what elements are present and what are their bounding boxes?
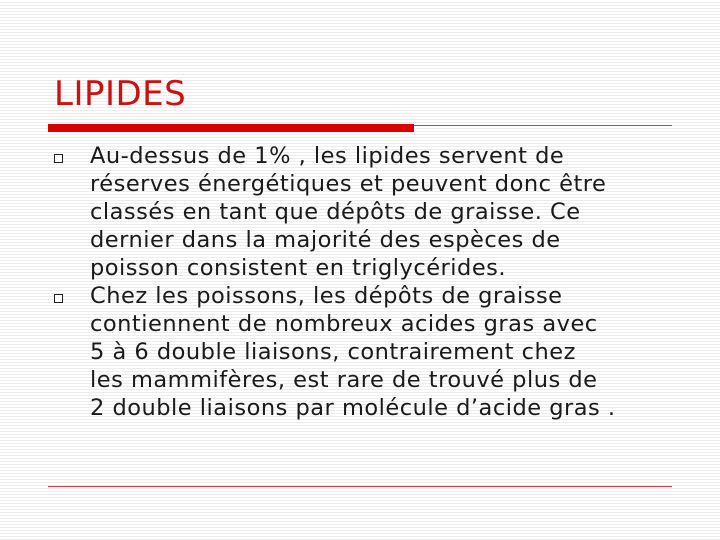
hollow-square-bullet-icon xyxy=(54,294,63,303)
title-underline-thin xyxy=(414,125,672,126)
slide-title: LIPIDES xyxy=(54,74,187,114)
title-underline-thick xyxy=(48,124,414,132)
bullet-text: Chez les poissons, les dépôts de graisse contiennent de nombreux acides gras avec 5 à 6 double liaisons, contrairement chez les mammifères, est rare de trouvé plus de 2 double liaisons par molécule d’acide gras . xyxy=(90,283,616,421)
bullet-text: Au-dessus de 1% , les lipides servent de réserves énergétiques et peuvent donc être classés en tant que dépôts de graisse. Ce dernier dans la majorité des espèces de poisson consistent en triglycérides. xyxy=(90,143,607,281)
hollow-square-bullet-icon xyxy=(54,154,63,163)
bullet-item xyxy=(54,142,684,282)
footer-rule xyxy=(48,486,672,487)
bullet-list xyxy=(54,142,684,422)
bullet-item xyxy=(54,282,684,422)
